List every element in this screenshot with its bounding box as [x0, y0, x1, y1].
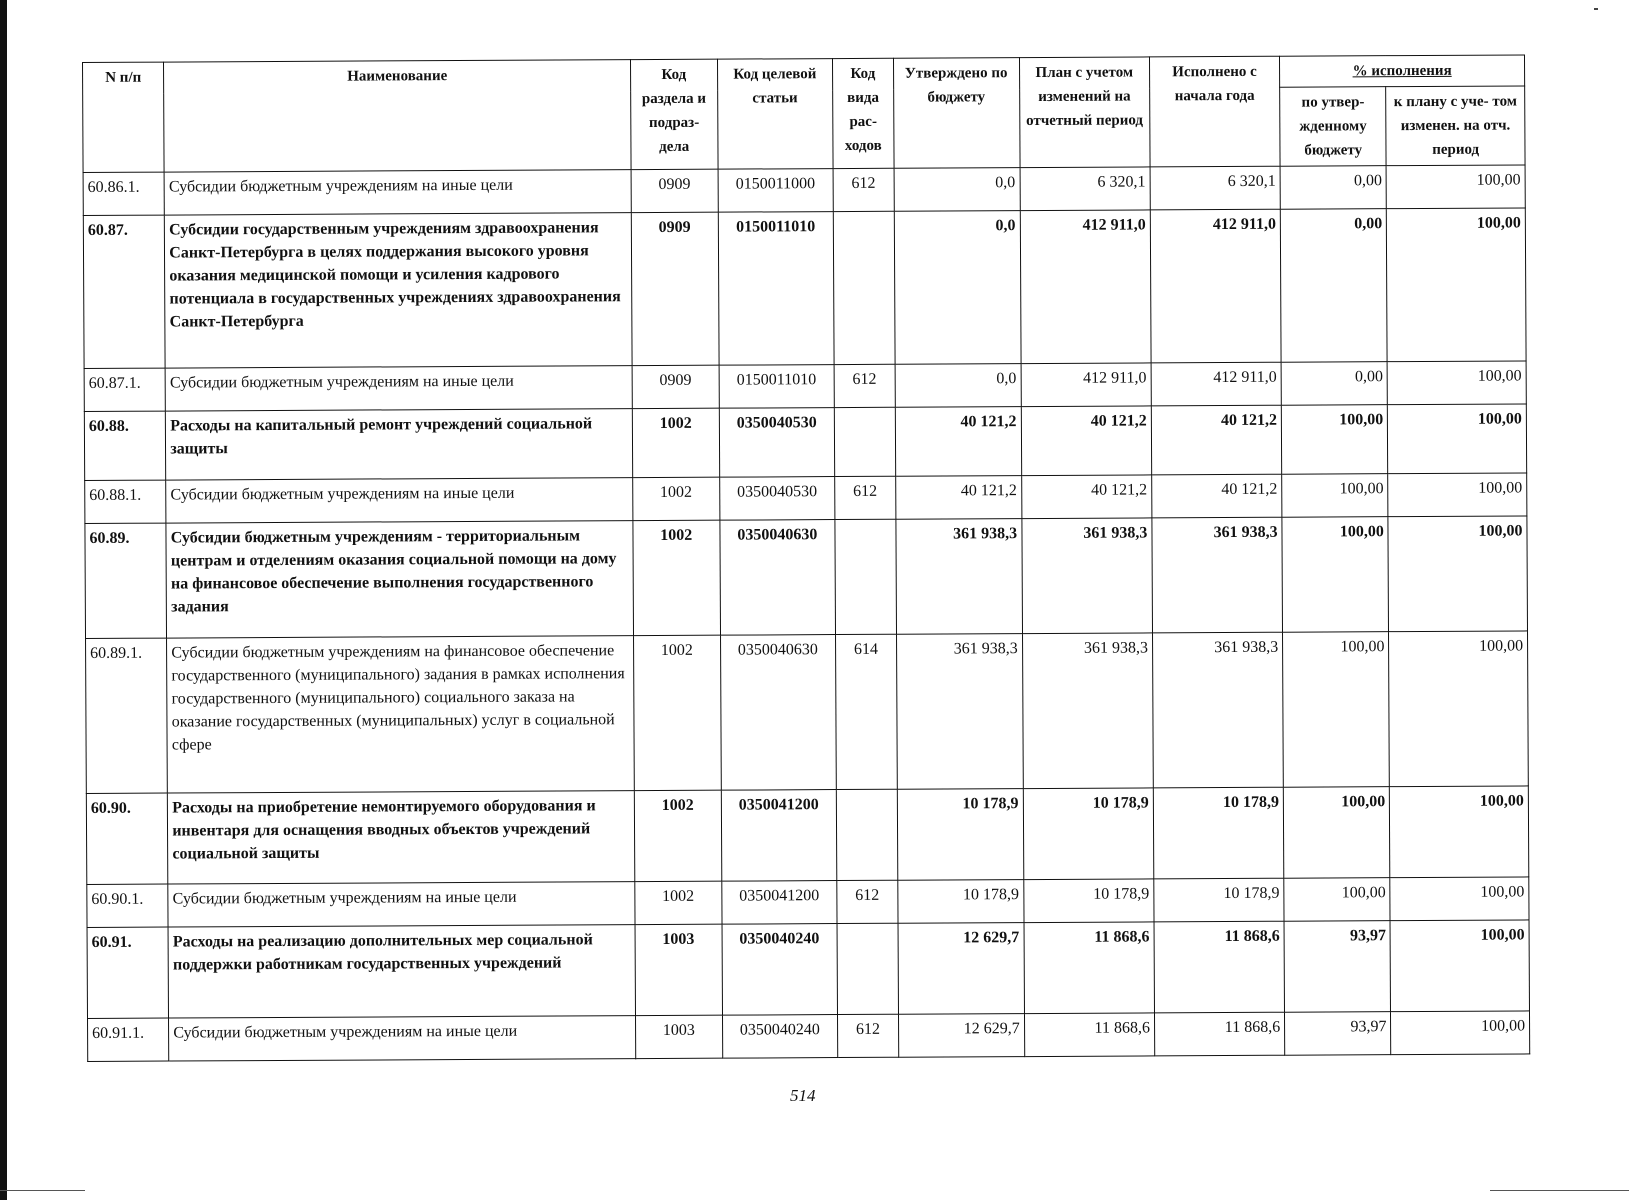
header-pct-budget: по утвер- жденному бюджету: [1280, 87, 1387, 167]
row-section-code: 1002: [633, 520, 720, 635]
row-executed: 361 938,3: [1152, 632, 1283, 788]
row-num: 60.88.1.: [85, 480, 166, 523]
row-executed: 40 121,2: [1152, 474, 1282, 518]
row-pct-budget: 100,00: [1283, 632, 1390, 788]
header-expense-type: Код вида рас- ходов: [833, 58, 894, 168]
scan-mark-right: [1490, 1190, 1629, 1191]
scan-mark-left: [0, 1190, 85, 1191]
row-target-code: 0150011000: [718, 169, 834, 213]
row-target-code: 0150011010: [718, 212, 834, 366]
row-pct-plan: 100,00: [1390, 786, 1529, 878]
row-target-code: 0350040240: [722, 924, 838, 1016]
row-expense-type: [836, 789, 897, 880]
row-approved: 12 629,7: [898, 923, 1025, 1015]
scan-edge: [0, 0, 7, 1200]
header-executed: Исполнено с начала года: [1149, 56, 1280, 167]
header-plan: План с учетом изменений на отчетный период: [1019, 57, 1150, 168]
header-section-code: Код раздела и подраз- дела: [631, 59, 718, 169]
row-target-code: 0350040630: [719, 520, 835, 636]
row-pct-plan: 100,00: [1389, 631, 1528, 787]
row-name: Субсидии бюджетным учреждениям на иные цели: [169, 1016, 636, 1061]
row-num: 60.87.: [83, 215, 165, 368]
row-expense-type: [833, 211, 894, 364]
row-num: 60.86.1.: [83, 172, 164, 215]
row-plan: 6 320,1: [1020, 167, 1150, 211]
row-name: Расходы на реализацию дополнительных мер социальной поддержки работникам государственных учреждений: [168, 925, 635, 1018]
page-number: 514: [790, 1086, 816, 1105]
row-pct-plan: 100,00: [1388, 516, 1527, 632]
row-approved: 361 938,3: [896, 634, 1023, 790]
table-row: [86, 786, 1528, 885]
row-approved: 0,0: [894, 168, 1020, 212]
row-pct-plan: 100,00: [1386, 165, 1525, 209]
row-name: Субсидии бюджетным учреждениям на иные цели: [168, 882, 635, 927]
header-approved: Утверждено по бюджету: [893, 58, 1020, 169]
row-num: 60.89.: [85, 523, 167, 638]
row-target-code: 0350040240: [722, 1015, 838, 1059]
row-expense-type: [835, 519, 896, 634]
row-plan: 11 868,6: [1024, 922, 1155, 1014]
row-num: 60.87.1.: [84, 368, 165, 411]
row-num: 60.91.1.: [88, 1018, 169, 1061]
scan-speck: [1594, 8, 1598, 10]
row-expense-type: 612: [837, 880, 898, 923]
row-expense-type: 614: [836, 634, 897, 789]
row-plan: 40 121,2: [1021, 475, 1151, 519]
row-name: Субсидии государственным учреждениям здравоохранения Санкт-Петербурга в целях поддержания высокого уровня оказания медицинской помощи и усиления кадрового потенциала в государственных учреждениях здравоохранения Санкт-Петербурга: [165, 213, 633, 368]
row-pct-plan: 100,00: [1388, 404, 1527, 474]
table-row: [83, 208, 1526, 369]
table-row: [85, 473, 1527, 524]
row-executed: 10 178,9: [1153, 787, 1284, 879]
table-row: [87, 920, 1529, 1019]
row-approved: 361 938,3: [895, 519, 1022, 635]
row-name: Субсидии бюджетным учреждениям на иные цели: [166, 478, 633, 523]
row-executed: 11 868,6: [1154, 1012, 1284, 1056]
row-pct-plan: 100,00: [1390, 920, 1529, 1012]
row-plan: 10 178,9: [1023, 788, 1154, 880]
row-section-code: 0909: [631, 169, 718, 212]
table-row: [86, 631, 1529, 794]
row-pct-budget: 100,00: [1284, 878, 1390, 922]
scanned-page: [82, 54, 1530, 1062]
row-target-code: 0350040630: [720, 635, 836, 791]
row-expense-type: [834, 407, 895, 476]
row-pct-plan: 100,00: [1388, 473, 1527, 517]
budget-table: [82, 54, 1530, 1062]
row-expense-type: 612: [838, 1014, 899, 1057]
header-pct-group: % исполнения: [1280, 55, 1525, 87]
row-expense-type: 612: [834, 364, 895, 407]
row-num: 60.88.: [84, 411, 166, 480]
row-pct-budget: 100,00: [1281, 405, 1388, 475]
table-row: [87, 877, 1529, 928]
row-pct-budget: 0,00: [1281, 362, 1387, 406]
row-plan: 361 938,3: [1022, 518, 1153, 634]
row-plan: 361 938,3: [1022, 633, 1153, 789]
table-row: [83, 165, 1525, 216]
row-pct-budget: 100,00: [1282, 517, 1389, 633]
row-section-code: 0909: [632, 365, 719, 408]
row-num: 60.89.1.: [86, 638, 168, 793]
table-row: [84, 361, 1526, 412]
row-section-code: 1002: [633, 477, 720, 520]
table-row: [84, 404, 1526, 481]
row-pct-plan: 100,00: [1387, 361, 1526, 405]
row-pct-budget: 93,97: [1285, 1012, 1391, 1056]
row-num: 60.90.: [86, 793, 168, 884]
row-name: Расходы на приобретение немонтируемого оборудования и инвентаря для оснащения вводных объектов учреждений социальной защиты: [168, 791, 635, 884]
row-target-code: 0150011010: [719, 365, 835, 409]
table-row: [85, 516, 1528, 639]
row-approved: 0,0: [894, 211, 1021, 365]
row-section-code: 1002: [634, 790, 721, 881]
row-num: 60.91.: [87, 927, 169, 1018]
row-plan: 11 868,6: [1024, 1013, 1154, 1057]
row-executed: 6 320,1: [1150, 166, 1280, 210]
row-approved: 40 121,2: [895, 407, 1021, 477]
row-section-code: 1002: [632, 408, 719, 477]
row-executed: 40 121,2: [1151, 405, 1282, 475]
row-pct-plan: 100,00: [1390, 877, 1529, 921]
row-executed: 412 911,0: [1151, 362, 1281, 406]
row-name: Субсидии бюджетным учреждениям на иные цели: [165, 366, 632, 411]
row-pct-plan: 100,00: [1391, 1011, 1530, 1055]
row-plan: 10 178,9: [1023, 879, 1153, 923]
header-num: N п/п: [83, 62, 165, 172]
header-name: Наименование: [164, 60, 631, 172]
row-pct-budget: 100,00: [1283, 787, 1390, 879]
row-plan: 412 911,0: [1021, 363, 1151, 407]
table-row: [88, 1011, 1530, 1062]
header-pct-plan: к плану с уче- том изменен. на отч. период: [1386, 86, 1525, 166]
row-section-code: 1003: [636, 1015, 723, 1058]
row-pct-budget: 0,00: [1280, 166, 1386, 210]
row-approved: 40 121,2: [895, 476, 1021, 520]
row-name: Субсидии бюджетным учреждениям на иные цели: [164, 170, 631, 215]
row-target-code: 0350041200: [721, 790, 837, 882]
row-plan: 40 121,2: [1021, 406, 1152, 476]
row-target-code: 0350041200: [721, 881, 837, 925]
row-name: Субсидии бюджетным учреждениям на финансовое обеспечение государственного (муниципального) задания в рамках исполнения государственного (муниципального) социального заказа на оказание государственных (муниципальных) услуг в социальной сфере: [167, 636, 635, 793]
row-approved: 12 629,7: [898, 1014, 1024, 1058]
row-expense-type: 612: [835, 476, 896, 519]
row-executed: 11 868,6: [1154, 921, 1285, 1013]
table-body: [83, 165, 1530, 1062]
row-pct-budget: 100,00: [1282, 474, 1388, 518]
row-name: Расходы на капитальный ремонт учреждений социальной защиты: [166, 409, 633, 480]
row-section-code: 1002: [635, 881, 722, 924]
row-target-code: 0350040530: [719, 408, 835, 478]
row-pct-plan: 100,00: [1387, 208, 1526, 362]
row-num: 60.90.1.: [87, 884, 168, 927]
row-expense-type: [837, 923, 898, 1014]
row-target-code: 0350040530: [719, 477, 835, 521]
row-pct-budget: 93,97: [1284, 921, 1391, 1013]
row-executed: 412 911,0: [1150, 209, 1281, 363]
row-section-code: 1002: [634, 635, 721, 790]
row-pct-budget: 0,00: [1280, 209, 1387, 363]
row-approved: 10 178,9: [897, 880, 1023, 924]
row-executed: 361 938,3: [1152, 517, 1283, 633]
row-section-code: 1003: [635, 924, 722, 1015]
row-executed: 10 178,9: [1154, 878, 1284, 922]
row-name: Субсидии бюджетным учреждениям - территориальным центрам и отделениям оказания социальной помощи на дому на финансовое обеспечение выполнения государственного задания: [166, 521, 633, 638]
row-section-code: 0909: [631, 212, 718, 365]
row-plan: 412 911,0: [1020, 210, 1151, 364]
row-approved: 0,0: [895, 364, 1021, 408]
header-target-code: Код целевой статьи: [717, 59, 833, 170]
row-expense-type: 612: [833, 168, 894, 211]
row-approved: 10 178,9: [897, 789, 1024, 881]
